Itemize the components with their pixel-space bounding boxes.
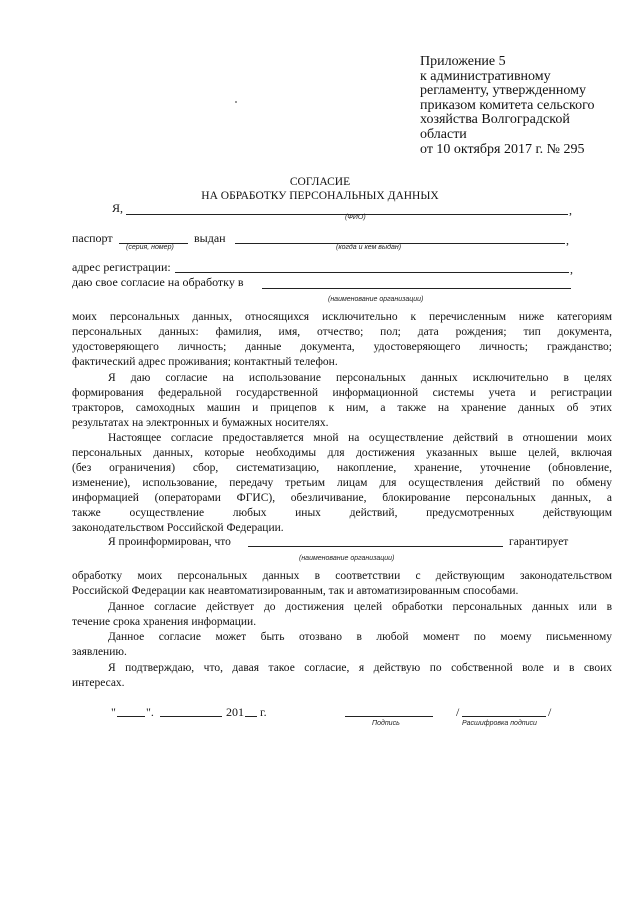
informed-organization-hint: (наименование организации) xyxy=(299,555,395,562)
slash-right: / xyxy=(548,705,552,719)
date-close-quote: ". xyxy=(146,705,154,719)
text-line: формирования федеральной государственной информационной системы учета и регистрации xyxy=(72,387,612,399)
appendix-line: регламенту, утвержденному xyxy=(420,83,586,98)
paragraph-confirmation xyxy=(72,661,612,691)
year-suffix: г. xyxy=(260,705,267,719)
passport-comma: , xyxy=(566,233,569,247)
signature-decode-hint: Расшифровка подписи xyxy=(462,720,537,727)
informed-organization-field[interactable] xyxy=(248,546,503,547)
text-line: Данное согласие может быть отозвано в любой момент по моему письменному xyxy=(108,631,612,643)
text-line: заявлению. xyxy=(72,646,127,658)
guarantees-label: гарантирует xyxy=(509,536,569,548)
text-line: изменение), использование, передачу третьим лицам для осуществления действий по обмену xyxy=(72,477,612,489)
text-line: Российской Федерации как неавтоматизированным, так и автоматизированным способами. xyxy=(72,585,519,597)
text-line: законодательством Российской Федерации. xyxy=(72,522,284,534)
issued-label: выдан xyxy=(194,231,226,245)
appendix-line: хозяйства Волгоградской xyxy=(420,112,570,127)
year-field[interactable] xyxy=(245,716,257,717)
address-field[interactable] xyxy=(175,272,569,273)
text-line: интересах. xyxy=(72,677,125,689)
appendix-date: от 10 октября 2017 г. № 295 xyxy=(420,142,585,157)
text-line: также осуществление любых иных действий, предусмотренных действующим xyxy=(72,507,612,519)
scan-speck xyxy=(235,101,237,103)
i-label: Я, xyxy=(112,201,124,215)
paragraph-purpose xyxy=(72,371,612,431)
address-label: адрес регистрации: xyxy=(72,260,171,274)
appendix-block xyxy=(420,55,620,158)
appendix-line: области xyxy=(420,126,467,142)
text-line: персональных данных: фамилия, имя, отчество; пол; дата рождения; тип документа, xyxy=(72,326,612,338)
text-line: Данное согласие действует до достижения целей обработки персональных данных или в xyxy=(108,601,612,613)
signature-hint: Подпись xyxy=(372,720,400,727)
informed-label: Я проинформирован, что xyxy=(108,536,231,548)
appendix-line: к административному xyxy=(420,68,551,84)
address-comma: , xyxy=(570,262,573,276)
text-line: тракторов, самоходных машин и прицепов к ним, а также на хранение данных об этих xyxy=(72,402,612,414)
issued-hint: (когда и кем выдан) xyxy=(336,244,402,251)
text-line: течение срока хранения информации. xyxy=(72,616,257,628)
text-line: удостоверяющего личность; данные документа, удостоверяющего личность; гражданство; xyxy=(72,341,612,353)
signature-field[interactable] xyxy=(345,716,433,717)
text-line: моих персональных данных, относящихся исключительно к перечисленным ниже категориям xyxy=(72,311,612,323)
date-open-quote: " xyxy=(111,705,116,719)
passport-label: паспорт xyxy=(72,231,113,245)
series-hint: (серия, номер) xyxy=(126,244,174,251)
fio-hint: (ФИО) xyxy=(345,214,366,221)
text-line: обработку моих персональных данных в соответствии с действующим законодательством xyxy=(72,570,612,582)
paragraph-actions xyxy=(72,431,612,536)
slash-left: / xyxy=(456,705,460,719)
text-line: результатах на электронных и бумажных носителях. xyxy=(72,417,329,429)
consent-label: даю свое согласие на обработку в xyxy=(72,275,244,289)
text-line: информацией (операторами ФГИС), обезличивание, блокирование персональных данных, а xyxy=(72,492,612,504)
paragraph-validity xyxy=(72,600,612,630)
fio-comma: , xyxy=(569,203,572,217)
year-prefix: 201 xyxy=(226,705,244,719)
text-line: фактический адрес проживания; контактный телефон. xyxy=(72,356,338,368)
day-field[interactable] xyxy=(117,716,145,717)
document-subtitle: НА ОБРАБОТКУ ПЕРСОНАЛЬНЫХ ДАННЫХ xyxy=(201,190,439,202)
text-line: (без ограничения) сбор, систематизацию, накопление, хранение, уточнение (обновление, xyxy=(72,462,612,474)
text-line: Я подтверждаю, что, давая такое согласие, я действую по собственной воле и в своих xyxy=(108,662,612,674)
appendix-line: Приложение 5 xyxy=(420,54,506,69)
text-line: Настоящее согласие предоставляется мной на осуществление действий в отношении моих xyxy=(108,432,612,444)
signature-decode-field[interactable] xyxy=(462,716,546,717)
organization-field[interactable] xyxy=(262,288,571,289)
organization-hint: (наименование организации) xyxy=(328,296,424,303)
paragraph-revocation xyxy=(72,630,612,660)
appendix-line: приказом комитета сельского xyxy=(420,97,595,113)
paragraph-processing xyxy=(72,569,612,599)
paragraph-categories xyxy=(72,310,612,370)
text-line: персональных данных, которые необходимы для достижения указанных выше целей, включая xyxy=(72,447,612,459)
month-field[interactable] xyxy=(160,716,222,717)
document-title: СОГЛАСИЕ xyxy=(289,176,351,188)
text-line: Я даю согласие на использование персональных данных исключительно в целях xyxy=(108,372,612,384)
